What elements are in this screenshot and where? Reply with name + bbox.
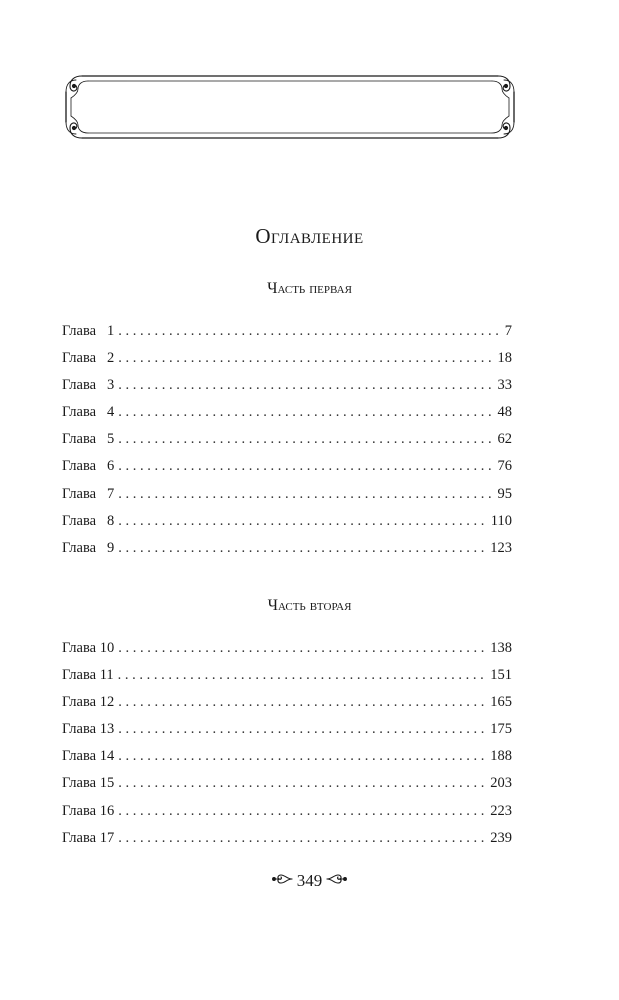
dot-leader [118,825,488,852]
toc-entry[interactable] [62,662,512,689]
toc-entry[interactable] [62,825,512,852]
page-reference: 110 [490,512,512,529]
toc-entry[interactable] [62,743,512,770]
toc-entry[interactable] [62,453,512,480]
chapter-label: Глава 11 [62,667,114,684]
toc-entry[interactable] [62,508,512,535]
toc-entry[interactable] [62,345,512,372]
chapter-label: Глава 7 [62,485,115,502]
dot-leader [118,770,488,797]
chapter-label: Глава 9 [62,539,115,556]
dot-leader [118,345,495,372]
page-reference: 33 [497,377,512,394]
toc-entry[interactable] [62,535,512,562]
page-reference: 188 [490,748,512,765]
page-reference: 138 [490,640,512,656]
part-title: Часть вторая [267,597,352,614]
page-reference: 223 [490,802,512,819]
chapter-label: Глава 13 [62,721,115,738]
page-reference: 239 [490,829,512,846]
dot-leader [118,318,503,345]
chapter-label: Глава 4 [62,404,115,421]
dot-leader [118,689,488,716]
toc-title: Оглавление [255,224,364,248]
dot-leader [118,399,495,426]
page-reference: 7 [504,323,512,339]
chapter-label: Глава 15 [62,775,115,792]
dot-leader [118,662,489,689]
page-reference: 62 [497,431,512,448]
toc-entry[interactable] [62,716,512,743]
page-reference: 203 [490,775,512,792]
toc-entry[interactable] [62,318,512,345]
page-reference: 48 [497,404,512,421]
dot-leader [118,372,495,399]
page-reference: 165 [490,694,512,711]
chapter-label: Глава 1 [62,323,115,339]
page-reference: 95 [497,485,512,502]
dot-leader [118,481,495,508]
page-number-row [0,871,619,891]
chapter-label: Глава 6 [62,458,115,475]
page-reference: 151 [490,667,512,684]
dot-leader [118,426,495,453]
toc-entry[interactable] [62,399,512,426]
toc-entry[interactable] [62,770,512,797]
dot-leader [118,798,488,825]
toc-list-part-1 [62,318,512,562]
toc-entry[interactable] [62,426,512,453]
chapter-label: Глава 3 [62,377,115,394]
chapter-label: Глава 2 [62,350,115,367]
page-reference: 76 [497,458,512,475]
toc-entry[interactable] [62,481,512,508]
toc-entry[interactable] [62,689,512,716]
toc-list-part-2 [62,635,512,852]
page-reference: 123 [490,539,512,556]
toc-entry[interactable] [62,635,512,662]
chapter-label: Глава 14 [62,748,115,765]
dot-leader [118,508,489,535]
dot-leader [118,453,495,480]
toc-entry[interactable] [62,798,512,825]
chapter-label: Глава 10 [62,640,115,656]
ornamental-header-frame [62,72,518,142]
dot-leader [118,535,488,562]
dot-leader [118,635,488,662]
dot-leader [118,743,488,770]
fleuron-right-icon [326,871,348,891]
toc-entry[interactable] [62,372,512,399]
chapter-label: Глава 17 [62,829,115,846]
fleuron-left-icon [271,871,293,891]
page-number: 349 [296,871,323,890]
part-title: Часть первая [267,280,352,297]
chapter-label: Глава 5 [62,431,115,448]
dot-leader [118,716,488,743]
chapter-label: Глава 12 [62,694,115,711]
page-reference: 175 [490,721,512,738]
chapter-label: Глава 16 [62,802,115,819]
chapter-label: Глава 8 [62,512,115,529]
page-reference: 18 [497,350,512,367]
